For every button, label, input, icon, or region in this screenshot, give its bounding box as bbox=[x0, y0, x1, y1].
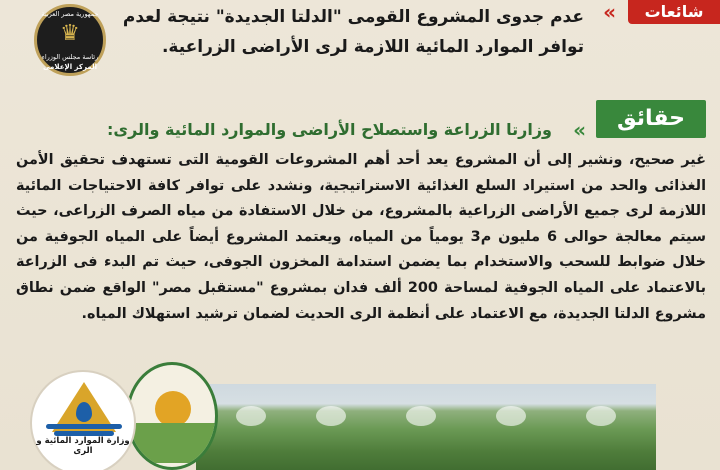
chevron-left-icon: « bbox=[573, 118, 586, 142]
field-icon bbox=[129, 423, 215, 463]
ministry-logo bbox=[30, 370, 136, 470]
project-logo bbox=[126, 362, 218, 470]
rumor-text: عدم جدوى المشروع القومى "الدلتا الجديدة" نتيجة لعدم توافر الموارد المائية اللازمة لرى الأراضى الزراعية. bbox=[122, 7, 584, 57]
sun-icon bbox=[155, 391, 191, 427]
ministry-name: وزارة الموارد المائية و الرى bbox=[36, 436, 130, 456]
facts-body: غير صحيح، ونشير إلى أن المشروع يعد أحد أهم المشروعات القومية التى تستهدف تحقيق الأمن الغذائى والحد من استيراد السلع الغذائية الاستراتيجية، ونشدد على توافر كافة الاحتياجات المائية اللازمة لرى جميع الأراضى الزراعية بالمشروع، من خلال الاستفادة من مياه الصرف الزراعى، حيث سيتم معالجة حوالى 6 مليون م3 يومياً من المياه، ويعتمد المشروع أيضاً على المياه الجوفية من خلال ضوابط للسحب والاستخدام بما يضمن استدامة المخزون الجوفى، حيث تم البدء فى الزراعة بالاعتماد على المياه الجوفية لمساحة 200 ألف فدان بمشروع "مستقبل مصر" الواقع ضمن نطاق مشروع الدلتا الجديدة، مع الاعتماد على أنظمة الرى الحديث لضمان ترشيد استهلاك المياه. bbox=[16, 152, 707, 322]
facts-badge: حقائق bbox=[596, 100, 706, 138]
chevron-left-icon: « bbox=[603, 0, 616, 24]
eagle-icon: ♛ bbox=[60, 21, 80, 46]
water-drop-icon bbox=[76, 402, 92, 422]
logo-top-text: جمهورية مصر العربية bbox=[41, 10, 99, 18]
media-center-logo bbox=[34, 4, 106, 76]
logo-bottom-text: المركز الإعلامى bbox=[42, 63, 98, 71]
logo-mid-text: رئاسة مجلس الوزراء bbox=[41, 53, 99, 61]
irrigation-photo bbox=[196, 384, 656, 470]
facts-heading: وزارتا الزراعة واستصلاح الأراضى والموارد المائية والرى: bbox=[107, 120, 552, 139]
rumor-badge: شائعات bbox=[628, 0, 720, 24]
